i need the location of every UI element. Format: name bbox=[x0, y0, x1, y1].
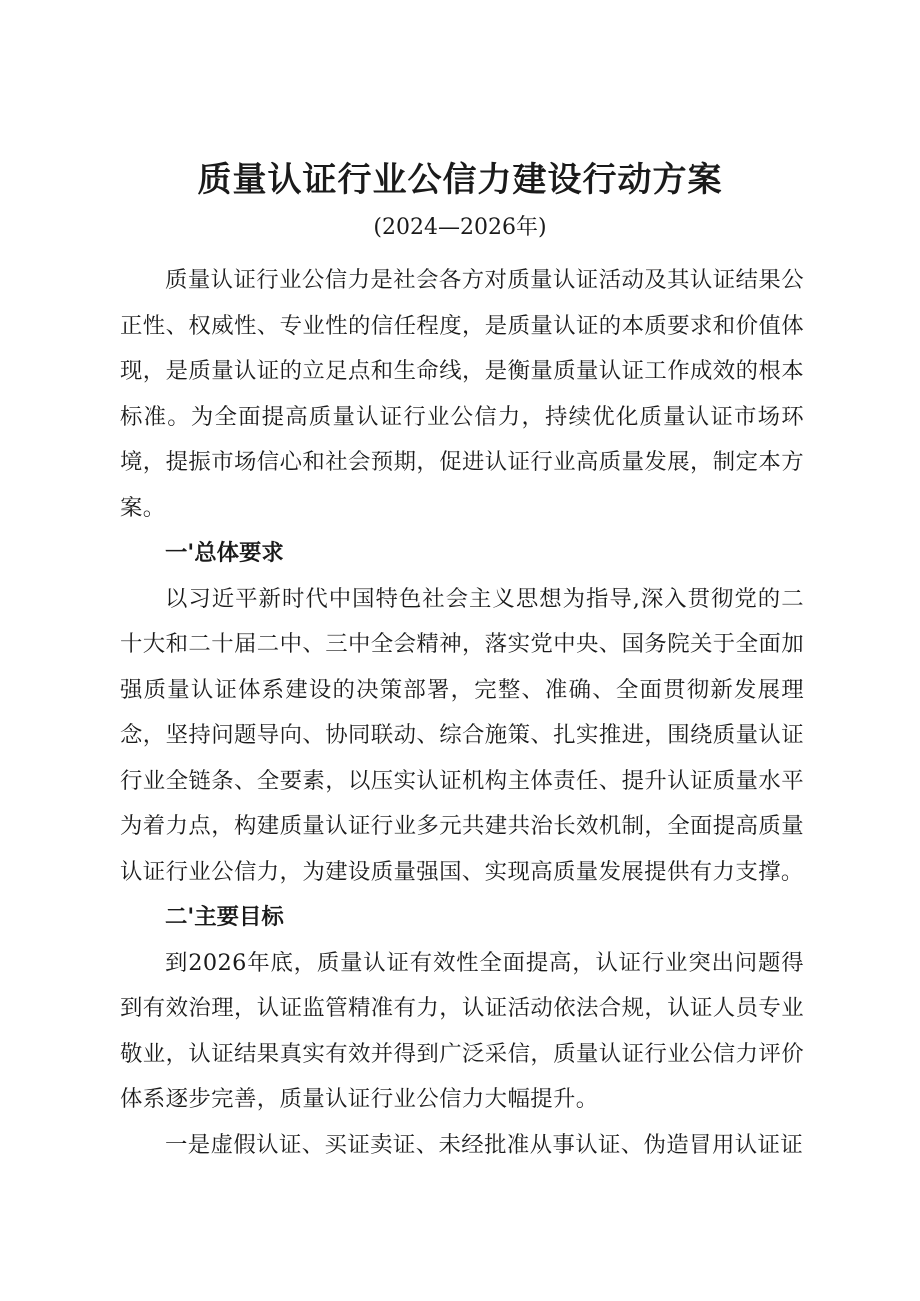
goal-item-1-paragraph: 一是虚假认证、买证卖证、未经批准从事认证、伪造冒用认证证 bbox=[165, 1131, 804, 1158]
main-goals-paragraph: 到2026年底，质量认证有效性全面提高，认证行业突出问题得到有效治理，认证监管精准有力，认证活动依法合规，认证人员专业敬业，认证结果真实有效并得到广泛采信，质量认证行业公信力评价体系逐步完善，质量认证行业公信力大幅提升。 bbox=[120, 949, 804, 1112]
document-body bbox=[120, 258, 804, 1168]
section-heading-general-requirements: 一'总体要求 bbox=[165, 540, 284, 566]
document-subtitle: (2024—2026年) bbox=[373, 215, 547, 240]
document-title: 质量认证行业公信力建设行动方案 bbox=[197, 160, 723, 200]
section-heading-main-goals: 二'主要目标 bbox=[165, 904, 284, 930]
intro-paragraph: 质量认证行业公信力是社会各方对质量认证活动及其认证结果公正性、权威性、专业性的信任程度，是质量认证的本质要求和价值体现，是质量认证的立足点和生命线，是衡量质量认证工作成效的根本标准。为全面提高质量认证行业公信力，持续优化质量认证市场环境，提振市场信心和社会预期，促进认证行业高质量发展，制定本方案。 bbox=[120, 267, 804, 521]
general-requirements-paragraph: 以习近平新时代中国特色社会主义思想为指导,深入贯彻党的二十大和二十届二中、三中全会精神，落实党中央、国务院关于全面加强质量认证体系建设的决策部署，完整、准确、全面贯彻新发展理念，坚持问题导向、协同联动、综合施策、扎实推进，围绕质量认证行业全链条、全要素，以压实认证机构主体责任、提升认证质量水平为着力点，构建质量认证行业多元共建共治长效机制，全面提高质量认证行业公信力，为建设质量强国、实现高质量发展提供有力支撑。 bbox=[120, 585, 804, 885]
